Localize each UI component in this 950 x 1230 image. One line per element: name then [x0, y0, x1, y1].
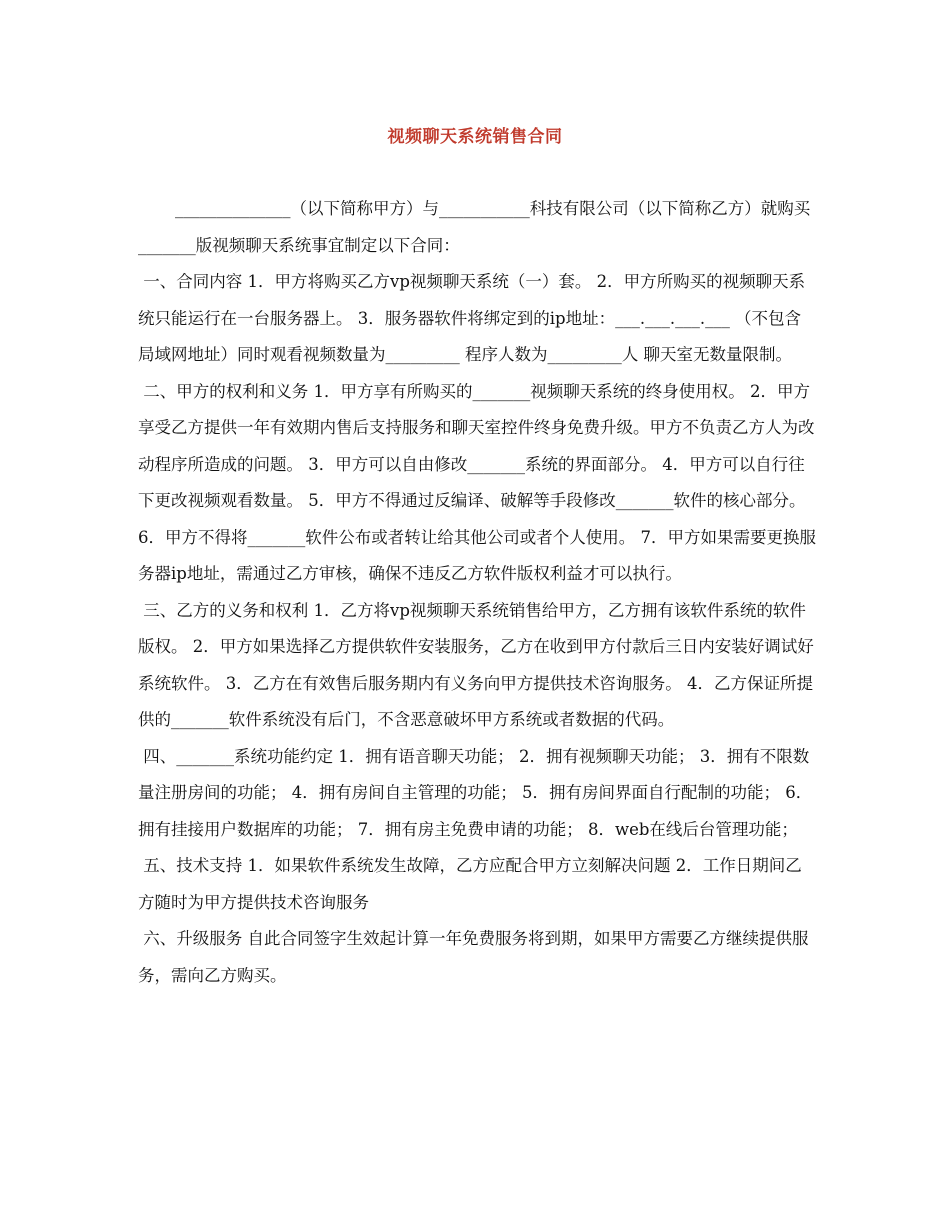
- contract-body: [138, 191, 816, 994]
- section-technical-support: 五、技术支持 1．如果软件系统发生故障，乙方应配合甲方立刻解决问题 2．工作日期间乙方随时为甲方提供技术咨询服务: [138, 856, 802, 912]
- section-contract-content: 一、合同内容 1．甲方将购买乙方vp视频聊天系统（一）套。 2．甲方所购买的视频聊天系统只能运行在一台服务器上。 3．服务器软件将绑定到的ip地址：___.___.___.___ （不包含局域网地址）同时观看视频数量为_________ 程序人数为_________人 聊天室无数量限制。: [138, 272, 806, 364]
- section-upgrade-service: 六、升级服务 自此合同签字生效起计算一年免费服务将到期，如果甲方需要乙方继续提供服务，需向乙方购买。: [138, 929, 809, 985]
- section-system-functions: 四、_______系统功能约定 1．拥有语音聊天功能； 2．拥有视频聊天功能； 3．拥有不限数量注册房间的功能； 4．拥有房间自主管理的功能； 5．拥有房间界面自行配制的功能； 6．拥有挂接用户数据库的功能； 7．拥有房主免费申请的功能； 8．web在线后台管理功能；: [138, 746, 813, 839]
- document-title: 视频聊天系统销售合同: [387, 127, 563, 147]
- section-party-b-obligations: 三、乙方的义务和权利 1．乙方将vp视频聊天系统销售给甲方，乙方拥有该软件系统的软件版权。 2．甲方如果选择乙方提供软件安装服务，乙方在收到甲方付款后三日内安装好调试好系统软件。 3．乙方在有效售后服务期内有义务向甲方提供技术咨询服务。 4．乙方保证所提供的_______软件系统没有后门，不含恶意破坏甲方系统或者数据的代码。: [138, 600, 814, 729]
- section-party-a-rights: 二、甲方的权利和义务 1．甲方享有所购买的_______视频聊天系统的终身使用权。 2．甲方享受乙方提供一年有效期内售后支持服务和聊天室控件终身免费升级。甲方不负责乙方人为改动程序所造成的问题。 3．甲方可以自由修改_______系统的界面部分。 4．甲方可以自行往下更改视频观看数量。 5．甲方不得通过反编译、破解等手段修改_______软件的核心部分。 6．甲方不得将_______软件公布或者转让给其他公司或者个人使用。 7．甲方如果需要更换服务器ip地址，需通过乙方审核，确保不违反乙方软件版权利益才可以执行。: [138, 381, 816, 583]
- contract-intro-paragraph: ______________（以下简称甲方）与___________科技有限公司（以下简称乙方）就购买_______版视频聊天系统事宜制定以下合同：: [138, 199, 811, 255]
